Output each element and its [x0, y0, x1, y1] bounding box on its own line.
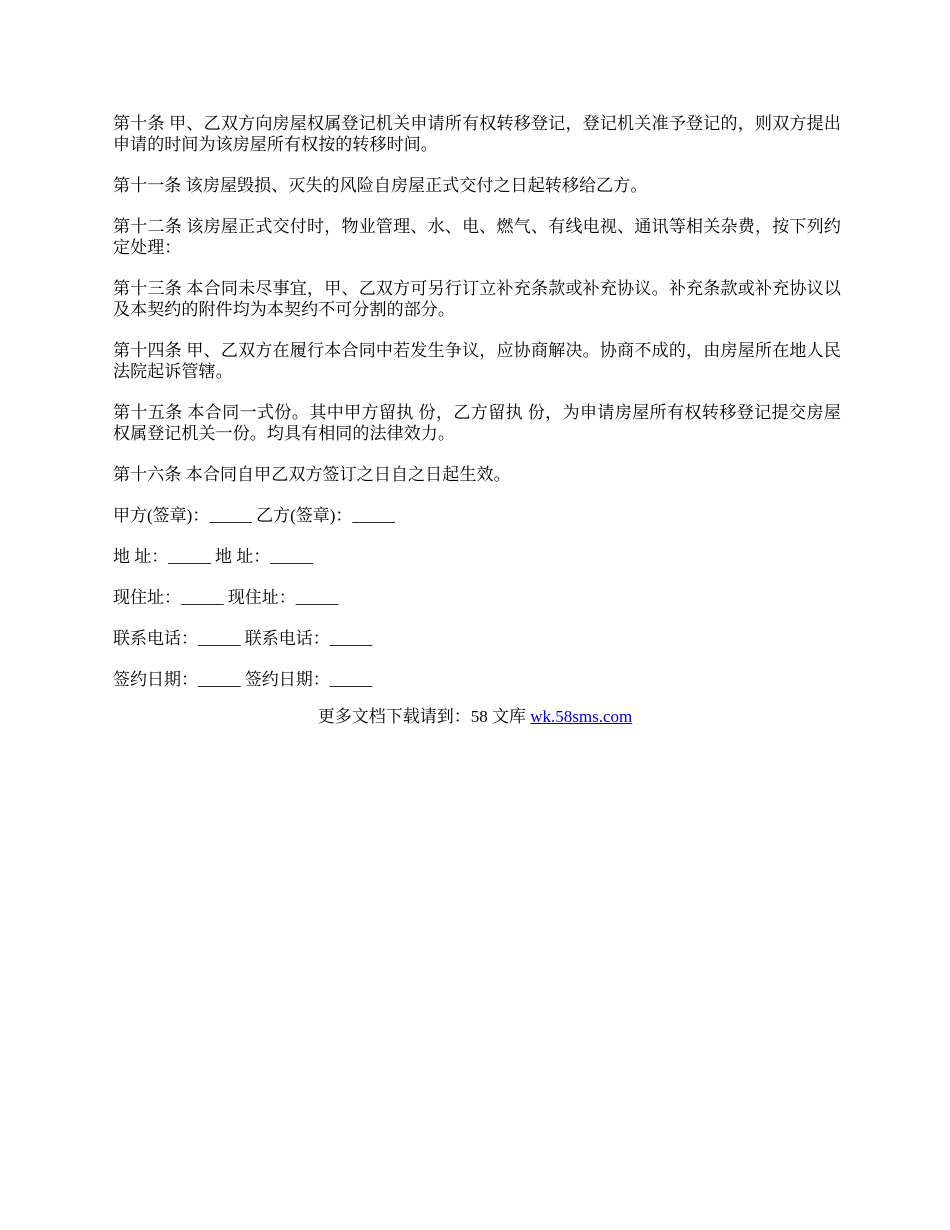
footer-prefix: 更多文档下载请到：58 文库 — [317, 707, 531, 726]
download-footer — [0, 706, 950, 727]
signature-line-current-address: 现住址：_____ 现住址：_____ — [113, 588, 339, 607]
article-13: 第十三条 本合同未尽事宜，甲、乙双方可另行订立补充条款或补充协议。补充条款或补充协议以及本契约的附件均为本契约不可分割的部分。 — [113, 279, 841, 319]
signature-line-phone: 联系电话：_____ 联系电话：_____ — [113, 629, 373, 648]
article-12: 第十二条 该房屋正式交付时，物业管理、水、电、燃气、有线电视、通讯等相关杂费，按下列约定处理： — [113, 217, 841, 257]
article-10: 第十条 甲、乙双方向房屋权属登记机关申请所有权转移登记，登记机关准予登记的，则双方提出申请的时间为该房屋所有权按的转移时间。 — [113, 114, 841, 154]
document-page — [113, 113, 841, 710]
signature-line-party: 甲方(签章)：_____ 乙方(签章)：_____ — [113, 506, 395, 525]
article-14: 第十四条 甲、乙双方在履行本合同中若发生争议，应协商解决。协商不成的，由房屋所在地人民法院起诉管辖。 — [113, 341, 841, 381]
article-11: 第十一条 该房屋毁损、灭失的风险自房屋正式交付之日起转移给乙方。 — [113, 176, 648, 195]
signature-line-date: 签约日期：_____ 签约日期：_____ — [113, 670, 373, 689]
article-16: 第十六条 本合同自甲乙双方签订之日自之日起生效。 — [113, 465, 511, 484]
article-15: 第十五条 本合同一式份。其中甲方留执 份，乙方留执 份，为申请房屋所有权转移登记提交房屋权属登记机关一份。均具有相同的法律效力。 — [113, 403, 841, 443]
signature-line-address: 地 址：_____ 地 址：_____ — [113, 547, 313, 566]
footer-link[interactable]: wk.58sms.com — [530, 707, 633, 726]
